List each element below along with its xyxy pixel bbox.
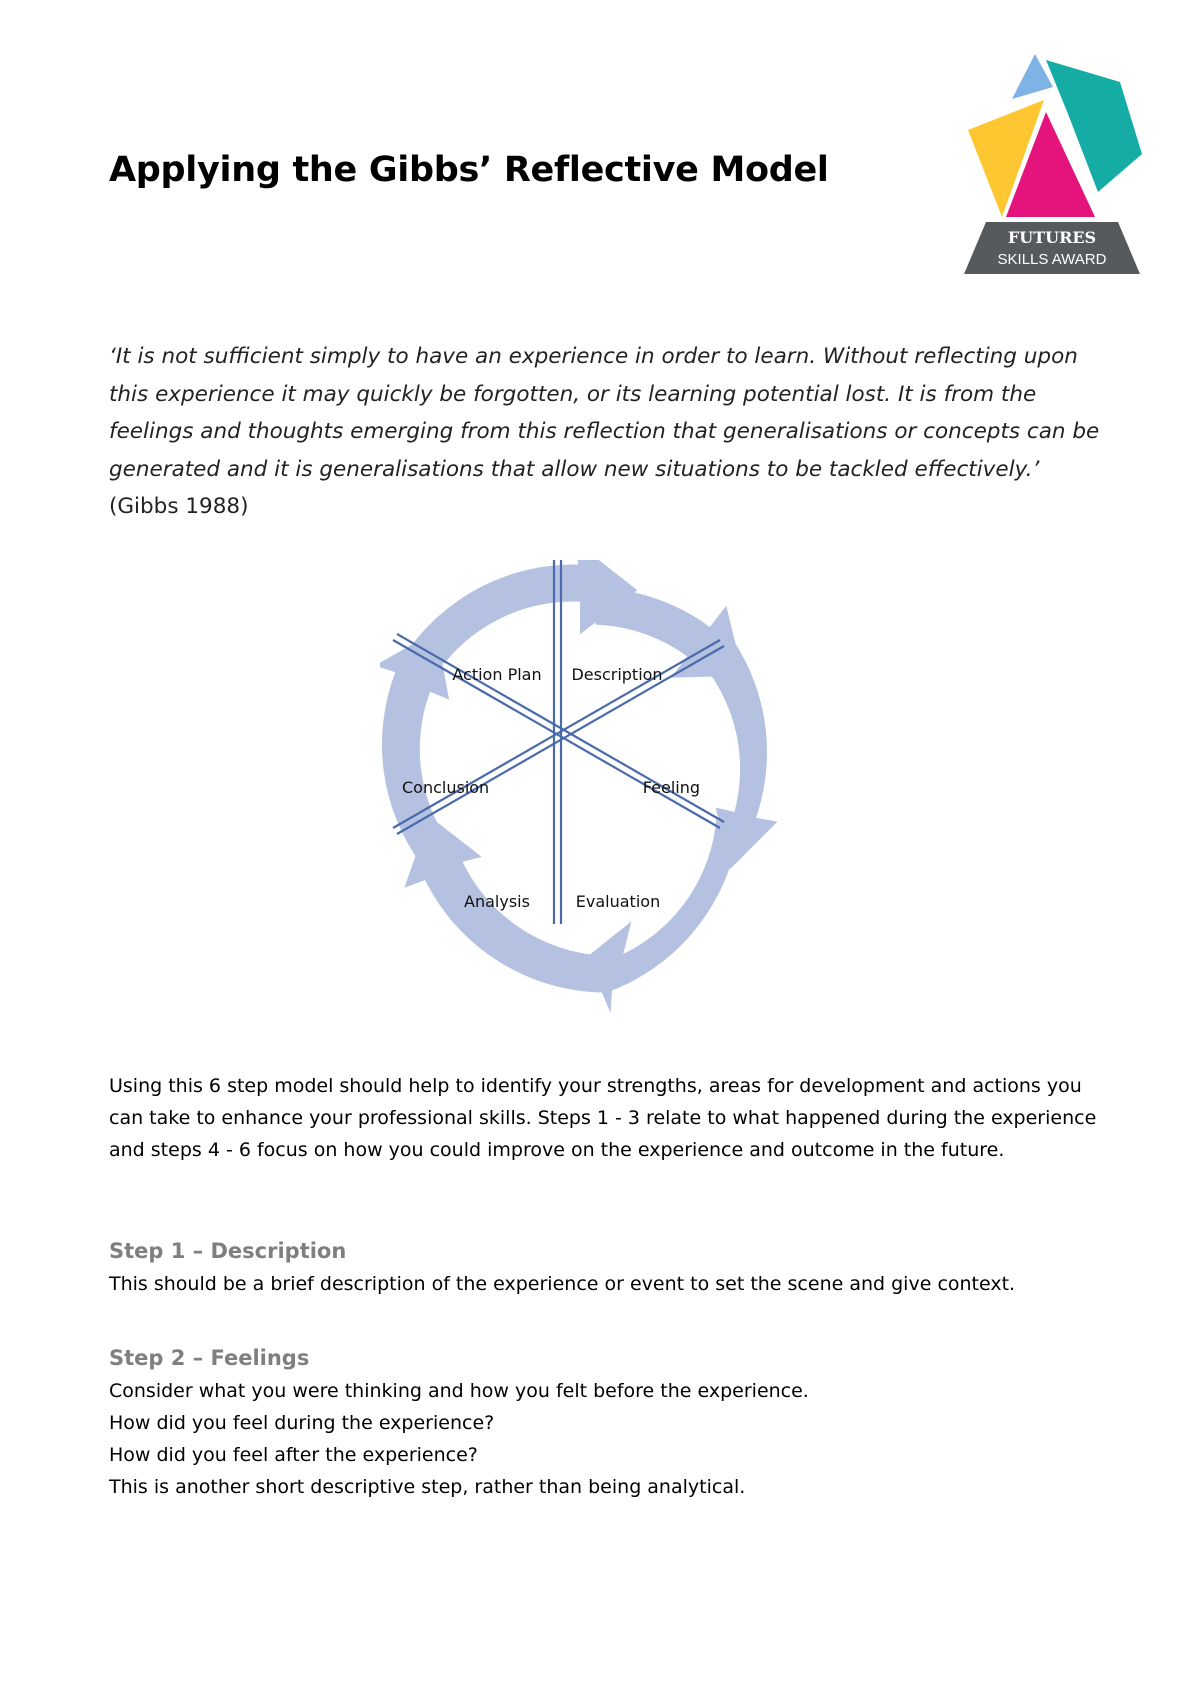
step-1-line: This should be a brief description of the experience or event to set the scene and give context. (109, 1273, 1016, 1295)
futures-skills-award-logo (960, 52, 1150, 276)
step-2-line: Consider what you were thinking and how you felt before the experience. (109, 1380, 809, 1402)
intro-paragraph: Using this 6 step model should help to identify your strengths, areas for development and actions you can take to enhance your professional skills. Steps 1 - 3 relate to what happened during the experience and steps 4 - 6 focus on how you could improve on the experience and outcome in the future. (109, 1075, 1097, 1161)
cycle-arrow-evaluation (587, 818, 736, 1013)
step-2-line: How did you feel during the experience? (109, 1412, 495, 1434)
logo-text-futures: FUTURES (1007, 228, 1097, 247)
segment-label-action-plan: Action Plan (452, 665, 542, 684)
step-1-heading: Step 1 – Description (109, 1239, 347, 1263)
segment-label-feeling: Feeling (642, 778, 700, 797)
step-2-line: How did you feel after the experience? (109, 1444, 478, 1466)
segment-label-description: Description (571, 665, 663, 684)
logo-text-skills-award: SKILLS AWARD (997, 251, 1107, 268)
step-2-line: This is another short descriptive step, rather than being analytical. (109, 1476, 746, 1498)
gibbs-cycle-diagram (380, 560, 840, 1020)
segment-label-analysis: Analysis (464, 892, 530, 911)
step-2-section (109, 1341, 1109, 1503)
page-title: Applying the Gibbs’ Reflective Model (109, 150, 829, 190)
quote-text: ‘It is not sufficient simply to have an experience in order to learn. Without reflecting upon this experience it may quickly be forgotten, or its learning potential lost. It is from the feelings and thoughts emerging from this reflection that generalisations or concepts can be generated and it is generalisations that allow new situations to be tackled effectively.’ (109, 344, 1100, 482)
quote-citation: (Gibbs 1988) (109, 494, 249, 519)
segment-label-evaluation: Evaluation (575, 892, 661, 911)
gibbs-quote (109, 338, 1109, 526)
cycle-arrow-action-plan (405, 560, 638, 663)
segment-label-conclusion: Conclusion (402, 778, 490, 797)
step-2-heading: Step 2 – Feelings (109, 1346, 310, 1370)
step-1-section (109, 1234, 1109, 1300)
